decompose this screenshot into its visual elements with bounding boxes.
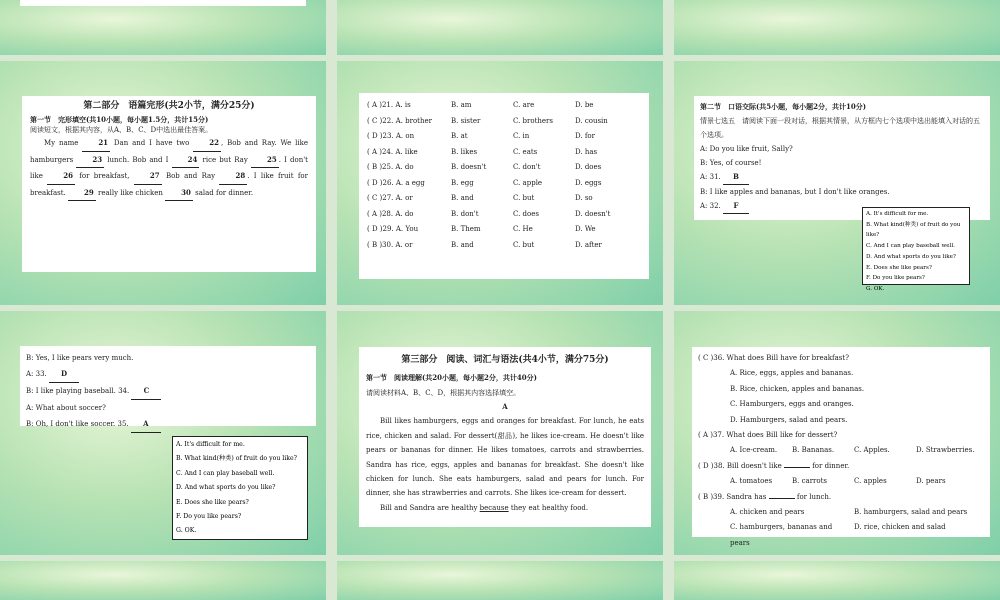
question: ( B )39. Sandra has for lunch. [698,492,832,501]
instructions: 阅读短文，根据其内容，从A、B、C、D中选出最佳答案。 [30,126,213,135]
answer-row [367,222,641,238]
option-item: D. And what sports do you like? [866,253,956,260]
question: ( C )36. What does Bill have for breakfast? [698,354,849,362]
option-item: F. Do you like pears? [866,275,925,282]
option-item: D. And what sports do you like? [176,484,276,492]
choices-row: A. chicken and pears B. hamburgers, salad and pears [730,507,968,516]
option-item: G. OK. [866,286,885,293]
answer-row [367,191,641,207]
option-q: ( B )25. A. do [367,163,414,172]
answer-row [367,176,641,192]
option-d: D. for [575,132,595,141]
choices-row: A. tomatoes B. carrots C. apples D. pears [730,477,946,486]
dialog-card [20,346,316,429]
dialog-line: B: I like playing baseball. 34. C [26,383,310,400]
section-title: 第三部分 阅读、词汇与语法(共4小节，满分75分) [401,355,609,365]
passage-paragraph: Bill likes hamburgers, eggs and oranges for breakfast. For lunch, he eats rice, chicken and salad. For dessert(甜品), he likes ice-cream. He doesn't like pears or bananas for dinner. He likes tomatoes, carrots and strawberries. Sandra has rice, eggs, apples and bananas for breakfast. She doesn't like chicken for lunch. She eats hamburgers, salad and pears for lunch. For dinner, she has strawberries and carrots. She likes ice-cream for dessert. [366,417,644,498]
option-q: ( A )21. A. is [367,101,411,109]
choice: B. Rice, chicken, apples and bananas. [730,384,865,393]
option-d: D. so [575,194,593,203]
slide-reading [337,311,663,555]
option-item: C. And I can play baseball well. [866,243,955,250]
option-c: C. but [513,240,535,249]
option-item: E. Does she like pears? [866,264,932,271]
slide-bottom-middle [337,561,663,600]
options-box [172,436,308,540]
option-c: C. does [513,209,539,218]
option-d: D. eggs [575,178,602,187]
option-d: D. has [575,147,598,156]
choices-row: A. Ice-cream. B. Bananas. C. Apples. D. Strawberries. [730,446,975,455]
reading-card [359,347,651,527]
answer-row [367,114,641,130]
option-item: E. Does she like pears? [176,498,249,506]
dialog-line: A: What about soccer? [26,404,106,413]
option-c: C. don't [513,163,541,172]
choice: D. Hamburgers, salad and pears. [730,415,848,424]
slide-dialog-1 [674,61,1000,305]
option-c: C. but [513,194,535,203]
subsection-title: 第二节 口语交际(共5小题，每小题2分，共计10分) [700,102,867,111]
option-c: C. apple [513,178,543,187]
option-d: D. does [575,163,602,172]
option-item: A. It's difficult for me. [866,211,929,217]
option-c: C. eats [513,147,538,156]
option-c: C. in [513,132,530,141]
cloze-card [22,96,316,272]
option-b: B. egg [451,178,474,187]
option-d: D. doesn't [575,209,611,218]
dialog-line: A: 32. F [700,199,984,214]
slide-bottom-right [674,561,1000,600]
option-q: ( D )29. A. You [367,225,419,234]
passage-label: A [502,402,508,412]
option-q: ( C )22. A. brother [367,116,432,125]
section-title: 第二部分 语篇完形(共2小节，满分25分) [83,101,255,111]
option-d: D. We [575,225,596,234]
option-item: B. What kind(种类) of fruit do you like? [866,221,961,239]
answers-card [359,93,649,279]
slide-card [20,0,306,6]
answer-row [367,145,641,161]
option-d: D. be [575,101,594,109]
option-q: ( D )26. A. a egg [367,178,425,187]
dialog-line: A: 31. B [700,170,984,185]
question: ( A )37. What does Bill like for dessert? [698,430,838,439]
option-b: B. likes [451,147,478,156]
option-q: ( A )24. A. like [367,147,418,156]
slide-cloze [0,61,326,305]
answer-row [367,98,641,114]
slide-bottom-left [0,561,326,600]
option-b: B. at [451,132,468,141]
option-item: A. It's difficult for me. [176,441,245,448]
answer-row [367,129,641,145]
slide-top-right [674,0,1000,55]
answer-row [367,160,641,176]
option-q: ( A )28. A. do [367,209,414,218]
questions-card [692,347,990,547]
subsection-title: 第一节 完形填空(共10小题，每小题1.5分，共计15分) [30,115,209,125]
option-q: ( C )27. A. or [367,194,413,203]
choice: A. Rice, eggs, apples and bananas. [730,369,854,378]
answer-row [367,238,641,254]
option-b: B. sister [451,116,481,125]
slide-top-left [0,0,326,55]
dialog-line: B: I like apples and bananas, but I don't like oranges. [700,188,890,196]
options-box [862,207,970,293]
option-c: C. are [513,101,535,109]
option-q: ( B )30. A. or [367,240,413,249]
dialog-line: A: 33. D [26,366,310,383]
option-b: B. am [451,101,472,109]
slide-dialog-2 [0,311,326,555]
passage-paragraph: Bill and Sandra are healthy because they eat healthy food. [380,503,589,512]
option-b: B. don't [451,209,479,218]
option-b: B. and [451,194,474,203]
answer-row [367,207,641,223]
option-q: ( D )23. A. on [367,132,415,141]
dialog-line: A: Do you like fruit, Sally? [700,145,793,153]
instructions: 请阅读材料A、B、C、D，根据其内容选择填空。 [366,388,521,397]
option-c: C. brothers [513,116,554,125]
slide-reading-questions [674,311,1000,555]
slide-cloze-answers [337,61,663,305]
answer-rows [367,98,641,253]
option-d: D. after [575,240,602,249]
dialog-card [694,96,990,220]
cloze-passage: My name 21 Dan and I have two 22 , Bob and Ray. We like hamburgers 23 lunch. Bob and I 24 rice but Ray 25 . I don't like 26 for breakfast, 27 Bob and Ray 28 . I like fruit for breakfast. 29 really like chicken 30 salad for dinner. [30,135,308,201]
choices-row: C. hamburgers, bananas and pears D. rice, chicken and salad [730,523,946,547]
slide-top-middle [337,0,663,55]
option-item: G. OK. [176,527,197,535]
option-b: B. and [451,240,474,249]
subsection-title: 第一节 阅读理解(共20小题，每小题2分，共计40分) [366,373,537,383]
dialog-line: B: Yes, I like pears very much. [26,354,134,362]
option-item: F. Do you like pears? [176,512,242,520]
option-b: B. doesn't [451,163,487,172]
option-item: C. And I can play baseball well. [176,469,275,477]
instructions: 情景七选五 请阅读下面一段对话，根据其情景，从方框内七个选项中选出能填入对话的五个选项。 [700,117,980,139]
option-d: D. cousin [575,116,608,125]
dialog-line: B: Yes, of course! [700,159,762,167]
dialog-line: B: Oh, I don't like soccer. 35. A [26,416,310,433]
option-item: B. What kind(种类) of fruit do you like? [176,455,297,463]
question: ( D )38. Bill doesn't like for dinner. [698,461,850,470]
choice: C. Hamburgers, eggs and oranges. [730,400,854,409]
option-b: B. Them [451,225,481,234]
option-c: C. He [513,225,533,234]
